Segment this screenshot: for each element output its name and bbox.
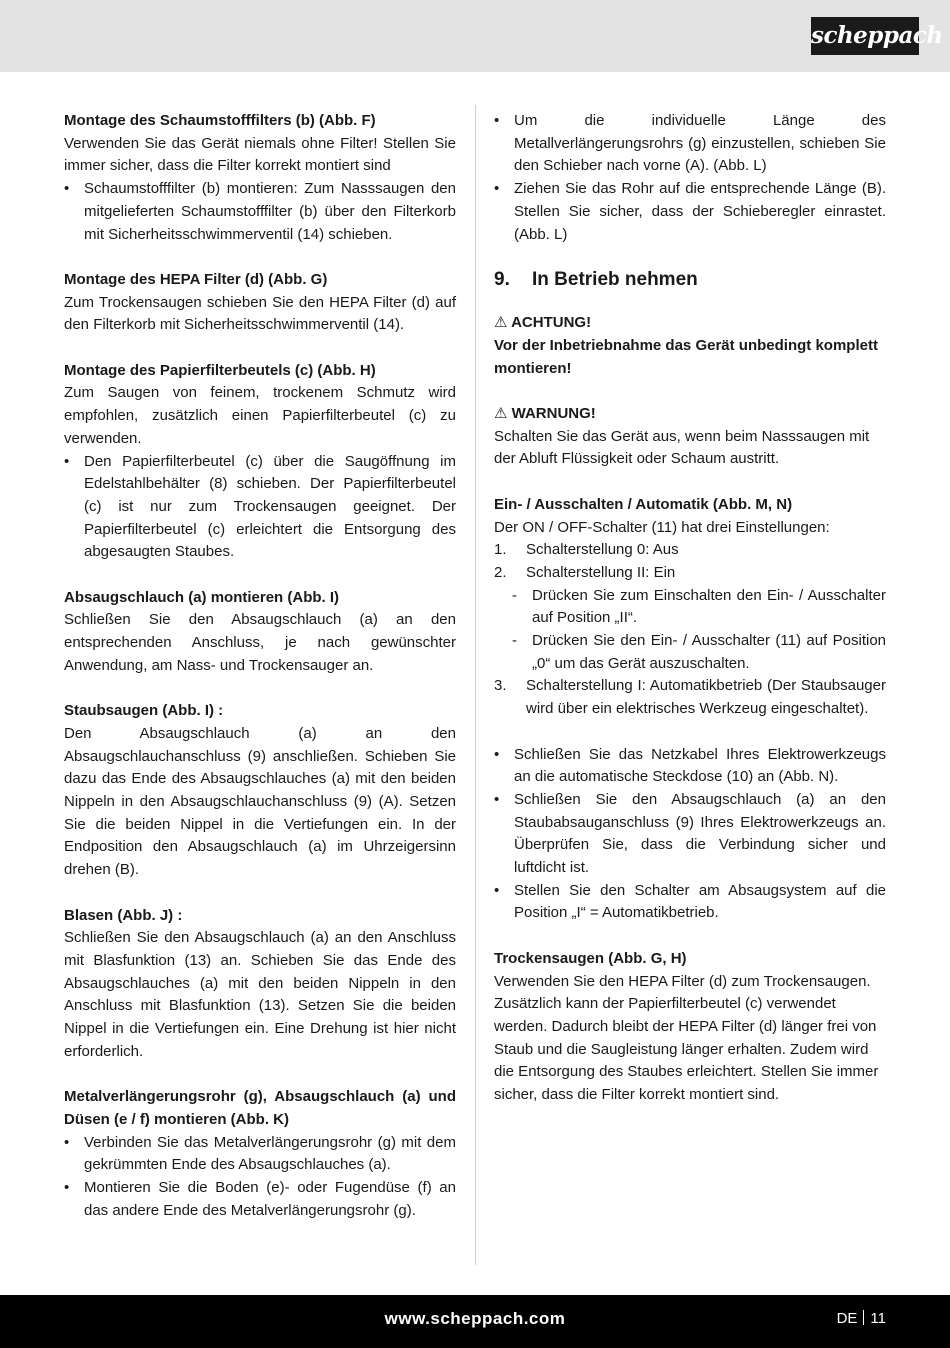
section-heading: Montage des Schaumstofffilters (b) (Abb. F)	[64, 112, 376, 129]
footer-bar	[0, 1295, 950, 1348]
list-item: • Montieren Sie die Boden (e)- oder Fugendüse (f) an das andere Ende des Metalverlängerungsrohr (g).	[64, 1177, 456, 1222]
list-item: • Ziehen Sie das Rohr auf die entsprechende Länge (B). Stellen Sie sicher, dass der Schieberegler einrastet. (Abb. L)	[494, 178, 886, 246]
list-item: • Schließen Sie den Absaugschlauch (a) an den Staubabsauganschluss (9) Ihres Elektrowerkzeugs an. Überprüfen Sie, dass die Verbindung sicher und luftdicht ist.	[494, 789, 886, 880]
warning-triangle-icon: ⚠	[494, 314, 508, 332]
column-divider	[475, 105, 476, 1265]
warning-label: WARNUNG!	[511, 405, 596, 423]
paragraph: Den Absaugschlauch (a) an den Absaugschlauchanschluss (9) anschließen. Schieben Sie dazu das Ende des Absaugschlauches (a) mit den beiden Nippeln in den Absaugschlauchanschluss (9) (A). Setzen Sie die beiden Nippel in die Vertiefungen ein. In der Endposition den Absaugschlauch (a) im Uhrzeigersinn drehen (B).	[64, 724, 456, 879]
caution-label: ACHTUNG!	[511, 314, 592, 332]
list-item: • Um die individuelle Länge des Metallverlängerungsrohrs (g) einzustellen, schieben Sie den Schieber nach vorne (A). (Abb. L)	[494, 110, 886, 178]
section-heading: Metalverlängerungsrohr (g), Absaugschlauch (a) und Düsen (e / f) montieren (Abb. K)	[64, 1088, 456, 1128]
paragraph: Schließen Sie den Absaugschlauch (a) an den Anschluss mit Blasfunktion (13) an. Schieben Sie das Ende des Absaugschlauches (a) mit den beiden Nippeln in den Anschluss mit Blasfunktion (13). Setzen Sie die beiden Nippel in die Vertiefungen ein. Eine Drehung ist hier nicht erforderlich.	[64, 929, 456, 1060]
list-text: Schalterstellung I: Automatikbetrieb (Der Staubsauger wird über ein elektrisches Werkzeug eingeschaltet).	[526, 677, 886, 718]
paragraph: Verwenden Sie das Gerät niemals ohne Filter! Stellen Sie immer sicher, dass die Filter korrekt montiert sind	[64, 134, 456, 175]
footer-url[interactable]: www.scheppach.com	[384, 1309, 566, 1328]
bullet-list	[64, 1132, 456, 1223]
page-indicator	[837, 1310, 886, 1327]
list-item: - Drücken Sie den Ein- / Ausschalter (11) auf Position „0“ um das Gerät auszuschalten.	[494, 630, 886, 675]
numbered-list	[494, 675, 886, 720]
section-heading: Montage des Papierfilterbeutels (c) (Abb. H)	[64, 361, 376, 379]
chapter-number: 9.	[494, 269, 510, 291]
paragraph: Schließen Sie den Absaugschlauch (a) an den entsprechenden Anschluss, je nach gewünschter Anwendung, am Nass- und Trockensauger an.	[64, 611, 456, 674]
bullet-list	[494, 744, 886, 926]
paragraph: Zum Saugen von feinem, trockenem Schmutz wird empfohlen, zusätzlich einen Papierfilterbeutel (c) zu verwenden.	[64, 384, 456, 447]
dash-list	[494, 585, 886, 676]
section-heading: Ein- / Ausschalten / Automatik (Abb. M, N)	[494, 495, 793, 513]
list-item: • Verbinden Sie das Metalverlängerungsrohr (g) mit dem gekrümmten Ende des Absaugschlauches (a).	[64, 1132, 456, 1177]
section-heading: Staubsaugen (Abb. I) :	[64, 702, 224, 720]
list-item	[494, 539, 886, 562]
language-code: DE	[836, 1310, 858, 1327]
list-item	[494, 675, 886, 720]
numbered-list	[494, 539, 886, 584]
section-heading: Blasen (Abb. J) :	[64, 906, 183, 924]
paragraph: Verwenden Sie den HEPA Filter (d) zum Trockensaugen. Zusätzlich kann der Papierfilterbeutel (c) verwendet werden. Dadurch bleibt der HEPA Filter (d) länger frei von Staub und die Saugleistung länger erhalten. Zudem wird die Entsorgung des Staubes erleichtert. Stellen Sie immer sicher, dass die Filter korrekt montiert sind.	[494, 972, 879, 1104]
left-column	[64, 110, 456, 1222]
paragraph: Der ON / OFF-Schalter (11) hat drei Einstellungen:	[494, 518, 830, 536]
list-item: • Schaumstofffilter (b) montieren: Zum Nasssaugen den mitgelieferten Schaumstofffilter (b) über den Filterkorb mit Sicherheitsschwimmerventil (14) schieben.	[64, 178, 456, 246]
list-text: Schalterstellung 0: Aus	[526, 541, 679, 559]
page-number: 11	[870, 1310, 886, 1327]
list-item: • Den Papierfilterbeutel (c) über die Saugöffnung im Edelstahlbehälter (8) schieben. Der Papierfilterbeutel (c) ist nur zum Trockensaugen geeignet. Der Papierfilterbeutel (c) erleichtert die Entsorgung des abgesaugten Staubes.	[64, 451, 456, 565]
list-item: • Schließen Sie das Netzkabel Ihres Elektrowerkzeugs an die automatische Steckdose (10) an (Abb. N).	[494, 744, 886, 789]
warning-triangle-icon: ⚠	[494, 405, 508, 423]
list-text: Schalterstellung II: Ein	[526, 563, 676, 581]
bullet-list	[494, 110, 886, 246]
list-item: • Stellen Sie den Schalter am Absaugsystem auf die Position „I“ = Automatikbetrieb.	[494, 880, 886, 925]
list-number: 2.	[494, 563, 507, 581]
bullet-list	[64, 178, 456, 246]
chapter-title-text: In Betrieb nehmen	[532, 269, 698, 291]
scheppach-logo: scheppach	[811, 17, 919, 55]
warning-text: Schalten Sie das Gerät aus, wenn beim Nasssaugen mit der Abluft Flüssigkeit oder Schaum austritt.	[494, 427, 870, 468]
warning-heading	[494, 403, 886, 426]
header-band	[0, 0, 950, 72]
bullet-list	[64, 451, 456, 565]
list-item: - Drücken Sie zum Einschalten den Ein- / Ausschalter auf Position „II“.	[494, 585, 886, 630]
section-heading: Absaugschlauch (a) montieren (Abb. I)	[64, 588, 340, 606]
list-item	[494, 562, 886, 585]
section-heading: Trockensaugen (Abb. G, H)	[494, 949, 687, 967]
caution-text: Vor der Inbetriebnahme das Gerät unbedingt komplett montieren!	[494, 336, 878, 377]
chapter-title	[494, 268, 886, 292]
separator-bar	[863, 1310, 864, 1325]
right-column	[494, 110, 886, 1107]
paragraph: Zum Trockensaugen schieben Sie den HEPA Filter (d) auf den Filterkorb mit Sicherheitsschwimmerventil (14).	[64, 293, 456, 334]
section-heading: Montage des HEPA Filter (d) (Abb. G)	[64, 270, 328, 288]
list-number: 1.	[494, 541, 507, 559]
caution-heading	[494, 312, 886, 335]
list-number: 3.	[494, 677, 507, 695]
